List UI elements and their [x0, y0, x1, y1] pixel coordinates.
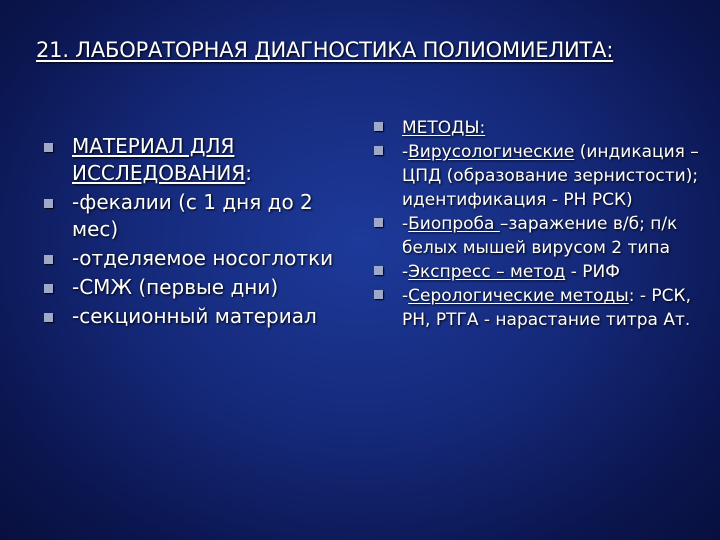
square-bullet-icon	[374, 146, 383, 155]
serology-dash: -	[402, 286, 409, 306]
list-item-material-heading	[40, 133, 360, 187]
list-item-serology	[370, 284, 715, 332]
list-item-bioassay	[370, 212, 715, 260]
square-bullet-icon	[44, 199, 53, 208]
material-list	[40, 133, 360, 332]
methods-list	[370, 116, 715, 332]
express-label: Экспресс – метод	[408, 262, 566, 282]
methods-heading: МЕТОДЫ:	[402, 118, 486, 138]
item-nasopharynx: -отделяемое носоглотки	[72, 246, 334, 270]
list-item-virology	[370, 140, 715, 212]
square-bullet-icon	[374, 290, 383, 299]
item-autopsy: -секционный материал	[72, 304, 317, 328]
bioassay-label: Биопроба	[408, 214, 500, 234]
list-item-autopsy	[40, 303, 360, 330]
square-bullet-icon	[44, 143, 53, 152]
virology-label: Вирусологические	[408, 142, 575, 162]
square-bullet-icon	[374, 218, 383, 227]
virology-text: (индикация – ЦПД (образование зернистости); идентификация - РН РСК)	[402, 142, 699, 210]
express-dash: -	[402, 262, 409, 282]
square-bullet-icon	[44, 313, 53, 322]
square-bullet-icon	[374, 122, 383, 131]
item-csf: -СМЖ (первые дни)	[72, 275, 279, 299]
virology-dash: -	[402, 142, 409, 162]
express-text: - РИФ	[565, 262, 620, 282]
serology-text: - РСК, РН, РТГА - нарастание титра Ат.	[402, 286, 691, 330]
bioassay-dash: -	[402, 214, 409, 234]
square-bullet-icon	[374, 266, 383, 275]
bioassay-text: –заражение в/б; п/к белых мышей вирусом 2 типа	[402, 214, 678, 258]
material-colon: :	[245, 161, 252, 185]
square-bullet-icon	[44, 284, 53, 293]
list-item-express	[370, 260, 715, 284]
list-item-csf	[40, 274, 360, 301]
list-item-methods-heading	[370, 116, 715, 140]
square-bullet-icon	[44, 255, 53, 264]
serology-label: Серологические методы	[408, 286, 629, 306]
list-item-nasopharynx	[40, 245, 360, 272]
list-item-feces	[40, 189, 360, 243]
serology-colon: :	[628, 286, 635, 306]
material-heading: МАТЕРИАЛ ДЛЯ ИССЛЕДОВАНИЯ	[72, 134, 246, 185]
slide-title: 21. ЛАБОРАТОРНАЯ ДИАГНОСТИКА ПОЛИОМИЕЛИТА:	[36, 38, 614, 62]
item-feces: -фекалии (с 1 дня до 2 мес)	[72, 190, 313, 241]
